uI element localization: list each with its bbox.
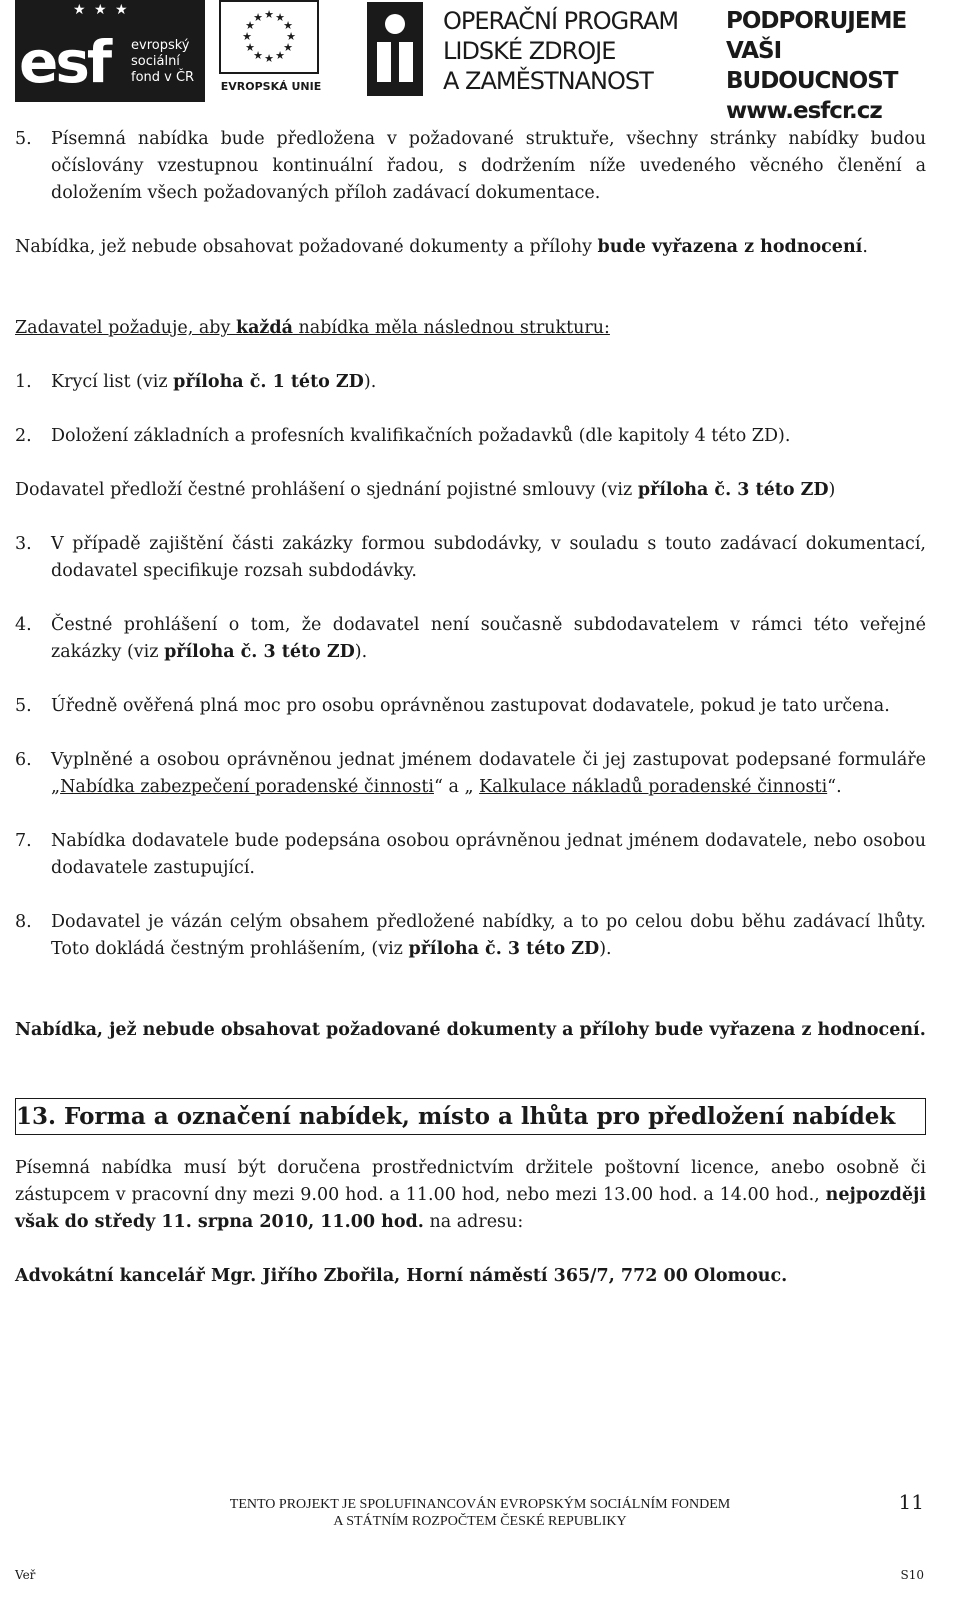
esf-logo — [15, 0, 205, 102]
eu-label: EVROPSKÁ UNIE — [220, 80, 322, 93]
bold-run: příloha č. 3 této ZD — [637, 480, 829, 500]
text-run: “. — [827, 777, 842, 797]
esf-sub-line: sociální — [131, 54, 180, 69]
slogan-logo — [726, 6, 956, 126]
text-run: ). — [354, 642, 368, 662]
section-heading: 13. Forma a označení nabídek, místo a lhůta pro předložení nabídek — [15, 1098, 926, 1135]
text-run: na adresu: — [423, 1212, 524, 1232]
item-text: V případě zajištění části zakázky formou subdodávky, v souladu s touto zadávací dokumentací, dodavatel specifikuje rozsah subdodávky. — [51, 534, 926, 581]
item-text: Písemná nabídka bude předložena v požadované struktuře, všechny stránky nabídky budou očíslovány vzestupnou kontinuální řadou, s dodržením níže uvedeného věcného členění a doložením všech požadovaných příloh zadávací dokumentace. — [51, 129, 926, 203]
website-link[interactable]: www.esfcr.cz — [726, 98, 882, 124]
svg-text:★: ★ — [275, 49, 285, 62]
svg-text:★: ★ — [283, 41, 293, 54]
list-item-3 — [15, 531, 926, 585]
op-line: A ZAMĚSTNANOST — [443, 67, 653, 95]
item-text: Úředně ověřená plná moc pro osobu oprávněnou zastupovat dodavatele, pokud je tato určena. — [51, 696, 890, 716]
text-run: Dodavatel předloží čestné prohlášení o sjednání pojistné smlouvy (viz — [15, 480, 638, 500]
list-item-1 — [15, 369, 926, 396]
svg-text:★: ★ — [283, 19, 293, 32]
list-item-4 — [15, 612, 926, 666]
slogan-line: PODPORUJEME — [726, 8, 907, 34]
svg-text:★: ★ — [245, 19, 255, 32]
form-name: Kalkulace nákladů poradenské činnosti — [479, 777, 828, 797]
text-run: Zadavatel požaduje, aby — [15, 318, 236, 338]
text-run: “ a „ — [433, 777, 480, 797]
svg-text:★: ★ — [264, 8, 274, 21]
bold-run: každá — [235, 318, 293, 338]
page-number: 11 — [898, 1490, 924, 1514]
paragraph-5 — [15, 126, 926, 207]
op-line: OPERAČNÍ PROGRAM — [443, 7, 679, 35]
list-item-6 — [15, 747, 926, 801]
text-run: Písemná nabídka musí být doručena prostřednictvím držitele poštovní licence, anebo osobně či zástupcem v pracovní dny mezi 9.00 hod. a 11.00 hod, nebo mezi 13.00 hod. a 14.00 hod., — [15, 1158, 926, 1205]
deadline: nejpozději však do středy 11. srpna 2010, 11.00 hod. — [15, 1185, 926, 1232]
esf-subtitle — [131, 38, 194, 86]
eu-logo — [215, 0, 327, 102]
insurance-note — [15, 477, 926, 504]
eu-flag-icon — [219, 0, 319, 74]
item-number: 2. — [15, 426, 32, 446]
op-mark-icon — [367, 2, 423, 96]
text-run: Dodavatel je vázán celým obsahem předložené nabídky, a to po celou dobu běhu zadávací lhůty. Toto dokládá čestným prohlášením, (viz — [51, 912, 926, 959]
delivery-paragraph — [15, 1155, 926, 1236]
item-number: 8. — [15, 912, 32, 932]
op-logo — [367, 0, 715, 102]
svg-text:★: ★ — [245, 41, 255, 54]
text-run: ). — [363, 372, 377, 392]
text-run: ). — [599, 939, 612, 959]
svg-text:★: ★ — [253, 49, 263, 62]
svg-text:★: ★ — [286, 30, 296, 43]
item-text: Nabídka dodavatele bude podepsána osobou oprávněnou jednat jménem dodavatele, nebo osobou dodavatele zastupující. — [51, 831, 926, 878]
item-number: 7. — [15, 831, 32, 851]
footer-left-mark: Veř — [15, 1568, 36, 1582]
form-name: Nabídka zabezpečení poradenské činnosti — [60, 777, 434, 797]
text-run: Vyplněné a osobou oprávněnou jednat jménem dodavatele či jej zastupovat podepsané formuláře „ — [51, 750, 926, 797]
svg-text:★: ★ — [253, 11, 263, 24]
delivery-address: Advokátní kancelář Mgr. Jiřího Zbořila, Horní náměstí 365/7, 772 00 Olomouc. — [15, 1266, 788, 1286]
bold-run: příloha č. 3 této ZD — [164, 642, 355, 662]
list-item-2 — [15, 423, 926, 450]
svg-text:★: ★ — [264, 52, 274, 65]
text-run: Čestné prohlášení o tom, že dodavatel není současně subdodavatelem v rámci této veřejné zakázky (viz — [51, 615, 926, 662]
svg-text:★: ★ — [242, 30, 252, 43]
document-body — [15, 126, 926, 1290]
bold-run: příloha č. 3 této ZD — [408, 939, 600, 959]
funding-line: A STÁTNÍM ROZPOČTEM ČESKÉ REPUBLIKY — [333, 1514, 627, 1529]
item-number: 1. — [15, 372, 32, 392]
svg-text:★: ★ — [275, 11, 285, 24]
item-number: 3. — [15, 534, 32, 554]
list-item-5 — [15, 693, 926, 720]
item-number: 5. — [15, 129, 32, 149]
slogan-line: VAŠI BUDOUCNOST — [726, 38, 898, 94]
esf-sub-line: fond v ČR — [131, 70, 195, 85]
text-run: Krycí list (viz — [51, 372, 174, 392]
text-run: Nabídka, jež nebude obsahovat požadované dokumenty a přílohy — [15, 237, 598, 257]
item-number: 6. — [15, 750, 32, 770]
op-line: LIDSKÉ ZDROJE — [443, 37, 616, 65]
esf-wordmark: esf — [19, 28, 110, 96]
item-text: Doložení základních a profesních kvalifikačních požadavků (dle kapitoly 4 této ZD). — [51, 426, 791, 446]
op-title — [443, 6, 678, 96]
item-number: 4. — [15, 615, 32, 635]
footer-right-mark: S10 — [900, 1568, 924, 1582]
text-run: . — [862, 237, 868, 257]
bold-run: příloha č. 1 této ZD — [173, 372, 364, 392]
list-item-8 — [15, 909, 926, 963]
text-run: nabídka měla následnou strukturu: — [292, 318, 610, 338]
structure-intro — [15, 315, 926, 342]
bold-run: bude vyřazena z hodnocení — [597, 237, 863, 257]
logo-header — [0, 0, 960, 124]
item-number: 5. — [15, 696, 32, 716]
funding-note — [160, 1496, 800, 1530]
funding-line: TENTO PROJEKT JE SPOLUFINANCOVÁN EVROPSKÝM SOCIÁLNÍM FONDEM — [229, 1497, 731, 1512]
list-item-7 — [15, 828, 926, 882]
exclusion-note — [15, 234, 926, 261]
esf-sub-line: evropský — [131, 38, 190, 53]
text-run: ) — [828, 480, 836, 500]
warning-paragraph: Nabídka, jež nebude obsahovat požadované dokumenty a přílohy bude vyřazena z hodnocení. — [15, 1020, 926, 1040]
stars-icon: ★ ★ ★ — [73, 2, 130, 18]
